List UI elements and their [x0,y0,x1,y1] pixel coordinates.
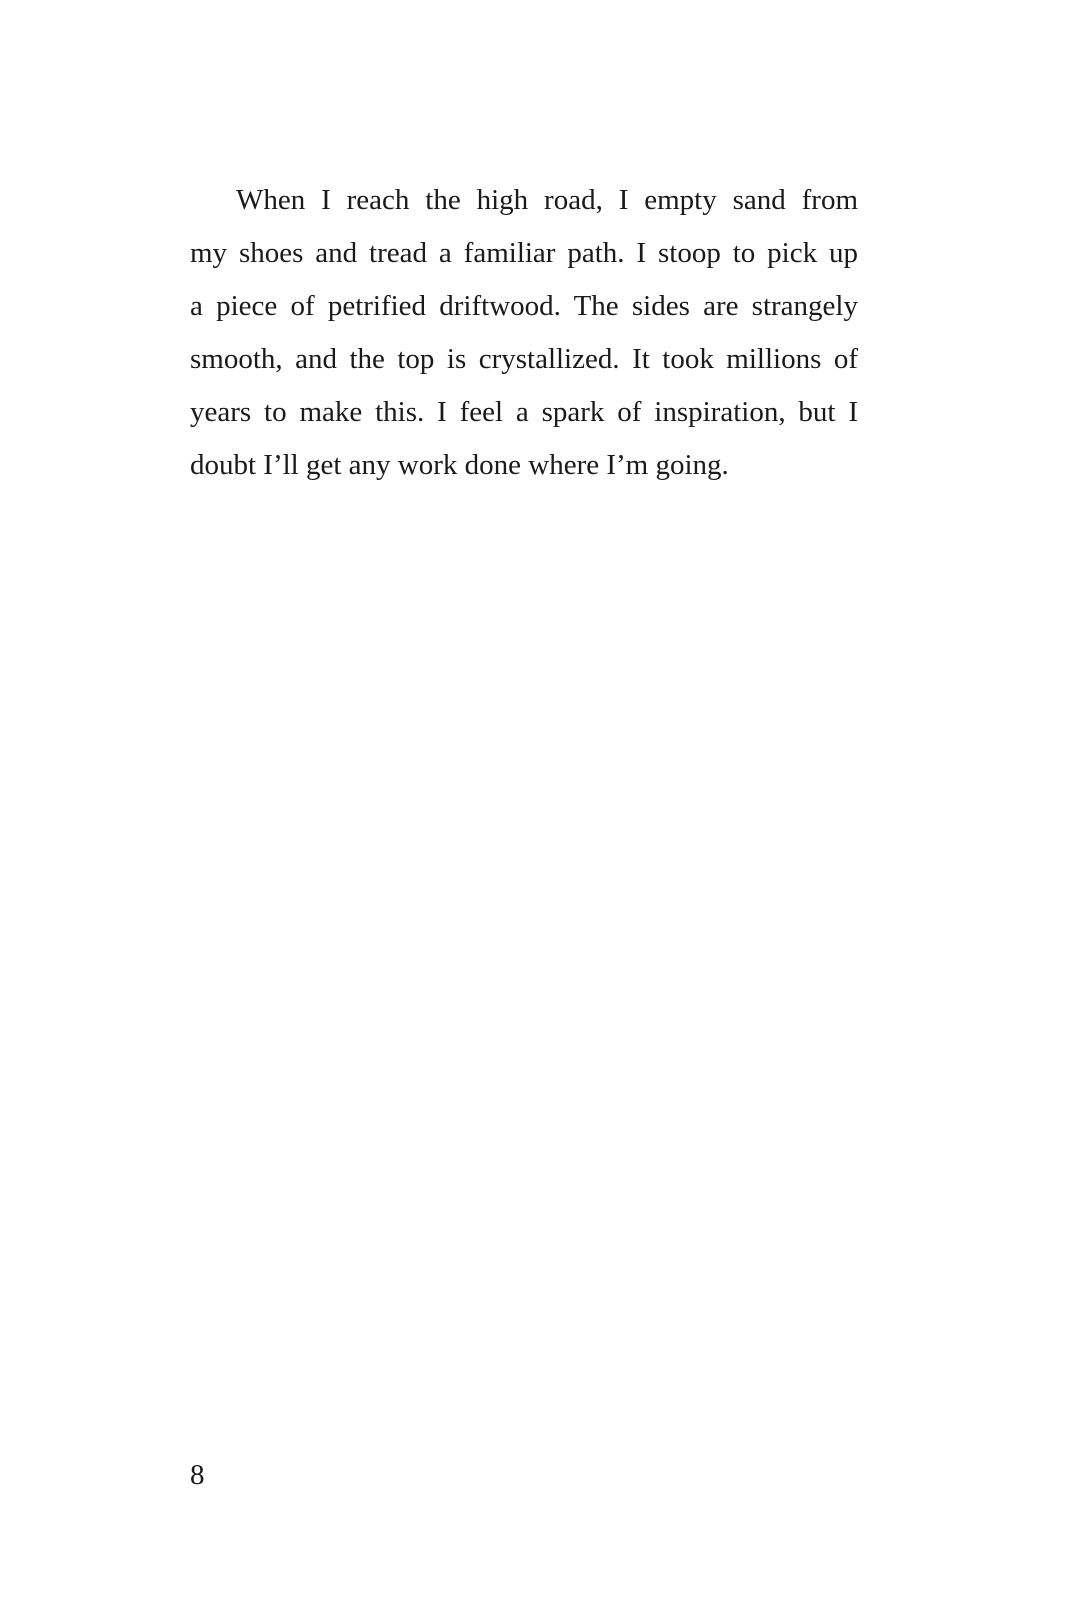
paragraph-line: a piece of petrified driftwood. The sides are strangely [190,290,858,322]
paragraph-line: doubt I’ll get any work done where I’m going. [190,449,729,481]
page-number: 8 [190,1459,205,1491]
paragraph-line: When I reach the high road, I empty sand from [236,184,858,216]
paragraph-line: smooth, and the top is crystallized. It took millions of [190,343,858,375]
body-paragraph [190,174,858,492]
paragraph-line: years to make this. I feel a spark of inspiration, but I [190,396,858,428]
paragraph-line: my shoes and tread a familiar path. I stoop to pick up [190,237,858,269]
